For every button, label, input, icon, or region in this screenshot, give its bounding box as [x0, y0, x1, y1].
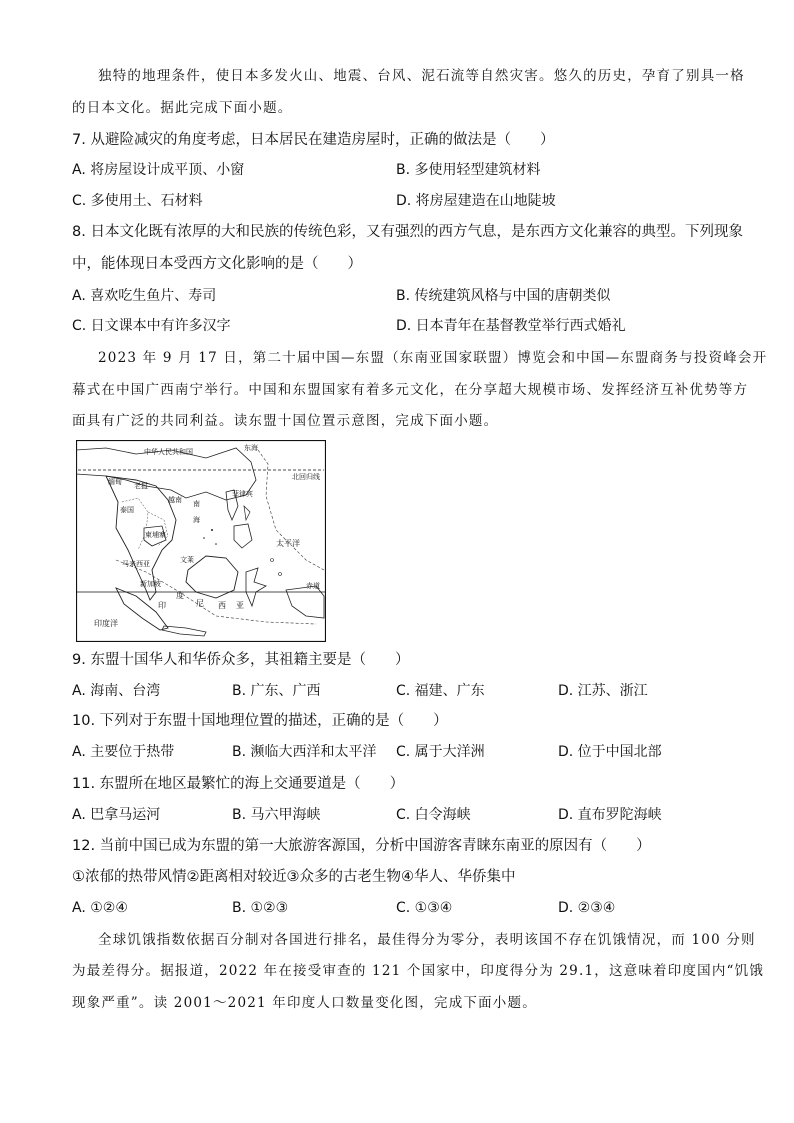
question-12-items: ①浓郁的热带风情②距离相对较近③众多的古老生物④华人、华侨集中 — [72, 869, 516, 885]
asean-location-map — [76, 440, 326, 642]
q12-option-c[interactable]: C. ①③④ — [396, 900, 453, 916]
intro-text: 独特的地理条件，使日本多发火山、地震、台风、泥石流等自然灾害。悠久的历史，孕育了别具一格 — [98, 68, 745, 84]
question-7-stem: 7. 从避险减灾的角度考虑，日本居民在建造房屋时，正确的做法是（ ） — [72, 132, 555, 148]
intro-text: 全球饥饿指数依据百分制对各国进行排名，最佳得分为零分，表明该国不存在饥饿情况，而 100 分则 — [98, 932, 756, 948]
q8-option-a[interactable]: A. 喜欢吃生鱼片、寿司 — [72, 288, 217, 304]
label-indonesia-1: 印 — [158, 601, 166, 610]
q11-option-c[interactable]: C. 白令海峡 — [396, 807, 471, 823]
label-thailand: 泰国 — [120, 506, 134, 514]
label-indonesia-5: 亚 — [236, 601, 244, 610]
q7-option-d[interactable]: D. 将房屋建造在山地陡坡 — [396, 193, 556, 209]
label-indonesia-3: 尼 — [196, 599, 204, 608]
label-singapore: 新加坡 — [140, 580, 161, 588]
q7-option-b[interactable]: B. 多使用轻型建筑材料 — [396, 162, 541, 178]
q11-option-d[interactable]: D. 直布罗陀海峡 — [558, 807, 662, 823]
label-tropic: 北回归线 — [292, 473, 320, 481]
label-malaysia: 马来西亚 — [122, 560, 150, 568]
question-9-stem: 9. 东盟十国华人和华侨众多，其祖籍主要是（ ） — [72, 652, 410, 668]
question-10-stem: 10. 下列对于东盟十国地理位置的描述，正确的是（ ） — [72, 713, 448, 729]
label-south-sea-2: 海 — [193, 516, 200, 524]
intro-text: 的日本文化。据此完成下面小题。 — [72, 100, 293, 116]
question-8-stem-cont: 中，能体现日本受西方文化影响的是（ ） — [72, 256, 362, 272]
question-12-stem: 12. 当前中国已成为东盟的第一大旅游客源国，分析中国游客青睐东南亚的原因有（ ） — [72, 838, 651, 854]
q8-option-d[interactable]: D. 日本青年在基督教堂举行西式婚礼 — [396, 318, 626, 334]
q9-option-d[interactable]: D. 江苏、浙江 — [558, 683, 648, 699]
q8-option-c[interactable]: C. 日文课本中有许多汉字 — [72, 318, 231, 334]
label-myanmar: 缅甸 — [108, 478, 122, 486]
label-laos: 老挝 — [134, 482, 148, 490]
question-11-stem: 11. 东盟所在地区最繁忙的海上交通要道是（ ） — [72, 776, 405, 792]
label-cambodia: 柬埔寨 — [145, 531, 166, 539]
label-east-sea: 东海 — [244, 444, 258, 452]
q12-option-b[interactable]: B. ①②③ — [232, 900, 289, 916]
q7-option-a[interactable]: A. 将房屋设计成平顶、小窗 — [72, 162, 245, 178]
q11-option-b[interactable]: B. 马六甲海峡 — [232, 807, 321, 823]
q7-option-c[interactable]: C. 多使用土、石材料 — [72, 193, 203, 209]
q9-option-a[interactable]: A. 海南、台湾 — [72, 683, 161, 699]
intro-text: 幕式在中国广西南宁举行。中国和东盟国家有着多元文化，在分享超大规模市场、发挥经济互补优势等方 — [72, 382, 749, 398]
q8-option-b[interactable]: B. 传统建筑风格与中国的唐朝类似 — [396, 288, 611, 304]
label-indonesia-2: 度 — [176, 591, 184, 600]
intro-text: 2023 年 9 月 17 日，第二十届中国—东盟（东南亚国家联盟）博览会和中国—东盟商务与投资峰会开 — [98, 350, 768, 366]
label-pacific: 太平洋 — [276, 539, 300, 548]
intro-text: 面具有广泛的共同利益。读东盟十国位置示意图，完成下面小题。 — [72, 413, 499, 429]
label-brunei: 文莱 — [180, 556, 194, 564]
q10-option-d[interactable]: D. 位于中国北部 — [558, 744, 662, 760]
intro-text: 为最差得分。据报道，2022 年在接受审查的 121 个国家中，印度得分为 29.1，这意味着印度国内“饥饿 — [72, 963, 765, 979]
label-vietnam: 越南 — [168, 496, 182, 504]
q12-option-d[interactable]: D. ②③④ — [558, 900, 616, 916]
q11-option-a[interactable]: A. 巴拿马运河 — [72, 807, 161, 823]
question-8-stem: 8. 日本文化既有浓厚的大和民族的传统色彩，又有强烈的西方气息，是东西方文化兼容的典型。下列现象 — [72, 224, 743, 240]
label-china: 中华人民共和国 — [144, 448, 193, 456]
q10-option-c[interactable]: C. 属于大洋洲 — [396, 744, 485, 760]
label-indonesia-4: 西 — [218, 601, 226, 610]
q10-option-a[interactable]: A. 主要位于热带 — [72, 744, 175, 760]
label-equator: 赤道 — [306, 582, 320, 590]
label-south-sea-1: 南 — [193, 500, 200, 508]
label-indian-ocean: 印度洋 — [94, 619, 118, 628]
q9-option-b[interactable]: B. 广东、广西 — [232, 683, 321, 699]
q12-option-a[interactable]: A. ①②④ — [72, 900, 128, 916]
intro-text: 现象严重”。读 2001～2021 年印度人口数量变化图，完成下面小题。 — [72, 995, 537, 1011]
q9-option-c[interactable]: C. 福建、广东 — [396, 683, 485, 699]
q10-option-b[interactable]: B. 濒临大西洋和太平洋 — [232, 744, 377, 760]
label-philippines: 菲律宾 — [232, 490, 253, 498]
